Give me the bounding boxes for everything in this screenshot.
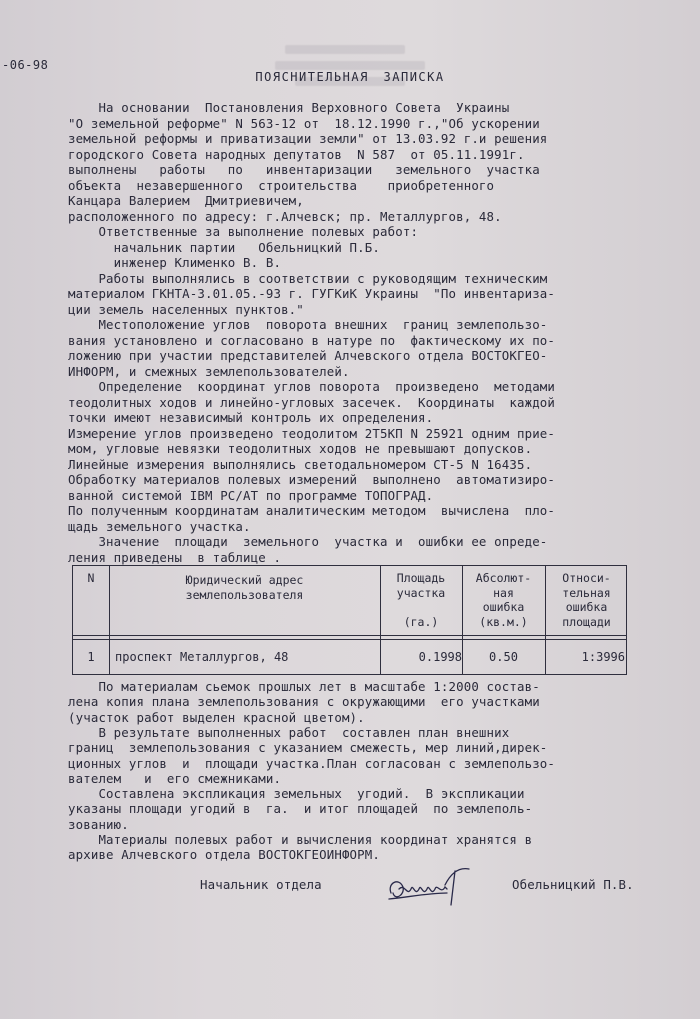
text-line: материалом ГКНТА-3.01.05.-93 г. ГУГКиК Украины "По инвентариза- <box>68 286 556 301</box>
text-line: Ответственные за выполнение полевых работ: <box>68 224 419 239</box>
table-row-abs-error: 0.50 <box>489 650 518 664</box>
text-line: ванной системой IBM PC/AT по программе ТОПОГРАД. <box>68 487 434 503</box>
text-line: начальник партии Обельницкий П.Б. <box>68 239 381 255</box>
document-title: ПОЯСНИТЕЛЬНАЯ ЗАПИСКА <box>255 70 445 84</box>
text-line: лена копия плана землепользования с окружающими его участками <box>68 694 540 710</box>
table-row-area: 0.1998 <box>418 650 462 664</box>
text-line: земельной реформы и приватизации земли" от 13.03.92 г.и решения <box>68 131 548 146</box>
text-line: инженер Клименко В. В. <box>68 255 282 270</box>
text-line: границ землепользования с указанием смежесть, мер линий,дирек- <box>68 740 548 756</box>
text-line: ИНФОРМ, и смежных землепользователей. <box>68 363 350 379</box>
table-header-n: N <box>87 571 95 585</box>
text-line: архиве Алчевского отдела ВОСТОКГЕОИНФОРМ. <box>68 847 381 863</box>
text-line: зованию. <box>68 816 129 832</box>
text-line: объекта незавершенного строительства приобретенного <box>68 177 495 193</box>
text-line: теодолитных ходов и линейно-угловых засечек. Координаты каждой <box>68 394 556 410</box>
text-line: Канцара Валерием Дмитриевичем, <box>68 193 304 208</box>
text-line: ления приведены в таблице . <box>68 549 282 565</box>
text-line: ции земель населенных пунктов." <box>68 301 304 317</box>
signature-position-title: Начальник отдела <box>200 877 322 892</box>
table-header-address: Юридический адрес землепользователя <box>185 573 304 602</box>
text-line: Обработку материалов полевых измерений выполнено автоматизиро- <box>68 472 556 487</box>
text-line: ционных углов и площади участка.План согласован с землепользо- <box>68 755 556 771</box>
text-line: По полученным координатам аналитическим методом вычислена пло- <box>68 503 556 518</box>
table-row-n: 1 <box>87 650 95 664</box>
text-line: вателем и его смежниками. <box>68 770 282 786</box>
text-line: По материалам сьемок прошлых лет в масштабе 1:2000 состав- <box>68 679 540 694</box>
text-line: выполнены работы по инвентаризации земельного участка <box>68 162 540 177</box>
signature-name: Обельницкий П.В. <box>512 877 634 892</box>
text-line: мом, угловые невязки теодолитных ходов не превышают допусков. <box>68 441 533 456</box>
area-table <box>72 565 627 675</box>
text-line: Составлена экспликация земельных угодий. В экспликации <box>68 786 525 802</box>
text-line: Значение площади земельного участка и ошибки ее опреде- <box>68 534 548 549</box>
faint-stamp-bleedthrough <box>255 38 455 98</box>
text-line: Материалы полевых работ и вычисления координат хранятся в <box>68 832 533 847</box>
text-line: указаны площади угодий в га. и итог площадей по землеполь- <box>68 801 533 817</box>
text-line: В результате выполненных работ составлен план внешних <box>68 724 510 740</box>
text-line: Местоположение углов поворота внешних границ землепользо- <box>68 317 548 332</box>
text-line: Линейные измерения выполнялись светодальномером СТ-5 N 16435. <box>68 456 533 472</box>
table-header-area: Площадь участка (га.) <box>396 571 446 629</box>
text-line: щадь земельного участка. <box>68 518 251 534</box>
page-date-mark: -06-98 <box>2 58 49 72</box>
text-line: Работы выполнялись в соответствии с руководящим техническим <box>68 270 548 286</box>
table-row-rel-error: 1:3996 <box>581 650 625 664</box>
table-row-address: проспект Металлургов, 48 <box>115 650 289 664</box>
handwritten-signature <box>385 863 485 913</box>
text-line: точки имеют независимый контроль их определения. <box>68 410 434 425</box>
table-header-rel-error: Относи- тельная ошибка площади <box>562 571 611 629</box>
text-line: ложению при участии представителей Алчевского отдела ВОСТОКГЕО- <box>68 348 548 363</box>
text-line: "О земельной реформе" N 563-12 от 18.12.1990 г.,"Об ускорении <box>68 115 540 131</box>
text-line: Определение координат углов поворота произведено методами <box>68 379 556 394</box>
text-line: Измерение углов произведено теодолитом 2Т5КП N 25921 одним прие- <box>68 425 556 441</box>
text-line: расположенного по адресу: г.Алчевск; пр. Металлургов, 48. <box>68 208 502 224</box>
table-header-abs-error: Абсолют- ная ошибка (кв.м.) <box>475 571 532 629</box>
text-line: городского Совета народных депутатов N 587 от 05.11.1991г. <box>68 146 525 162</box>
text-line: вания установлено и согласовано в натуре по фактическому их по- <box>68 332 556 348</box>
text-line: На основании Постановления Верховного Совета Украины <box>68 100 510 115</box>
text-line: (участок работ выделен красной цветом). <box>68 709 365 725</box>
